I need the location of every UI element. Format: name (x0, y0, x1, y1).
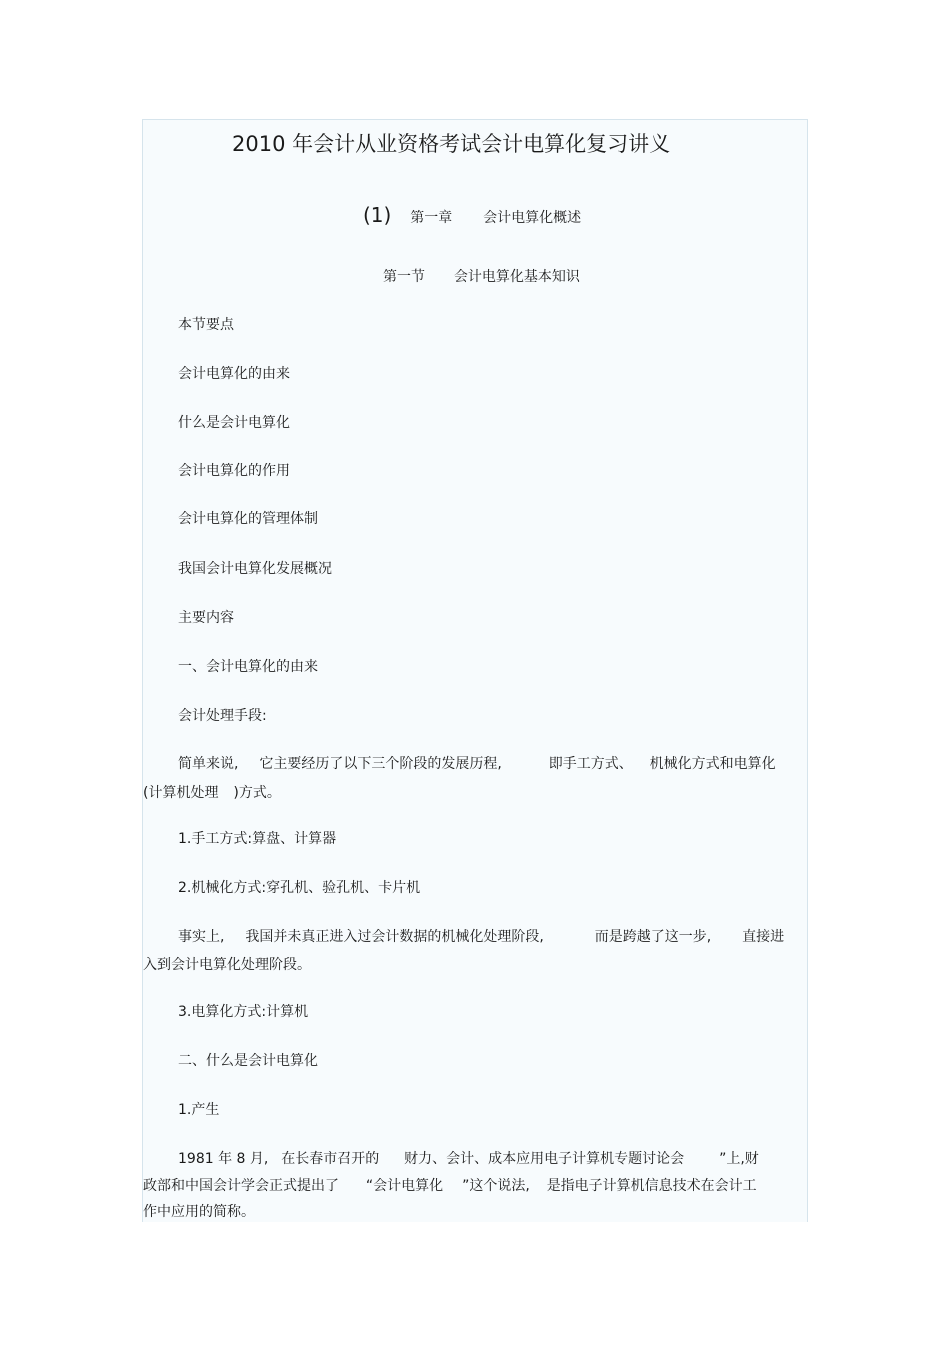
sub-heading-origin: 1.产生 (178, 1102, 220, 1118)
list-item-mechanical: 2.机械化方式:穿孔机、验孔机、卡片机 (178, 880, 421, 896)
text-run: 在长春市召开的 (281, 1151, 380, 1167)
key-point-item: 什么是会计电算化 (178, 415, 290, 431)
text-run: 事实上, (178, 929, 225, 945)
chapter-number: (1) (363, 203, 392, 227)
key-point-item: 会计电算化的管理体制 (178, 511, 318, 527)
text-run: 1981 年 8 月, (178, 1151, 269, 1167)
text-run: 财力、会计、成本应用电子计算机专题讨论会 (404, 1151, 685, 1167)
list-item-computer: 3.电算化方式:计算机 (178, 1004, 309, 1020)
section-heading-one: 一、会计电算化的由来 (178, 659, 318, 675)
text-run: ”上,财 (719, 1151, 759, 1167)
section-heading (383, 268, 580, 286)
paragraph-origin-line2 (143, 1177, 757, 1195)
text-run: 政部和中国会计学会正式提出了 (143, 1178, 339, 1194)
text-run: 直接进 (742, 929, 785, 945)
section-label: 第一节 (383, 269, 425, 285)
key-points-heading: 本节要点 (178, 317, 234, 333)
paragraph-origin-line1 (178, 1150, 759, 1168)
section-heading-two: 二、什么是会计电算化 (178, 1053, 318, 1069)
text-run: ”这个说法, (462, 1178, 530, 1194)
text-run: 机械化方式和电算化 (649, 756, 776, 772)
chapter-heading (363, 203, 582, 227)
key-point-item: 我国会计电算化发展概况 (178, 561, 332, 577)
text-run: 简单来说, (178, 756, 239, 772)
chapter-name: 会计电算化概述 (483, 210, 582, 226)
paragraph-stages-line1 (178, 755, 776, 773)
section-name: 会计电算化基本知识 (453, 269, 580, 285)
text-run: “会计电算化 (365, 1178, 444, 1194)
paragraph-fact-line1 (178, 928, 784, 946)
document-title: 2010 年会计从业资格考试会计电算化复习讲义 (232, 132, 671, 156)
key-point-item: 会计电算化的作用 (178, 463, 290, 479)
chapter-label: 第一章 (410, 210, 453, 226)
text-run: 即手工方式、 (548, 756, 633, 772)
paragraph-fact-line2: 入到会计电算化处理阶段。 (143, 957, 311, 973)
paragraph-origin-line3: 作中应用的简称。 (143, 1204, 255, 1220)
text-run: 而是跨越了这一步, (594, 929, 712, 945)
text-run: )方式。 (233, 785, 281, 801)
text-run: (计算机处理 (143, 785, 219, 801)
main-content-heading: 主要内容 (178, 610, 234, 626)
key-point-item: 会计电算化的由来 (178, 366, 290, 382)
text-run: 是指电子计算机信息技术在会计工 (546, 1178, 757, 1194)
text-run: 它主要经历了以下三个阶段的发展历程, (259, 756, 502, 772)
paragraph-stages-line2 (143, 784, 281, 802)
list-item-manual: 1.手工方式:算盘、计算器 (178, 831, 337, 847)
text-run: 我国并未真正进入过会计数据的机械化处理阶段, (245, 929, 544, 945)
handling-heading: 会计处理手段: (178, 708, 267, 724)
